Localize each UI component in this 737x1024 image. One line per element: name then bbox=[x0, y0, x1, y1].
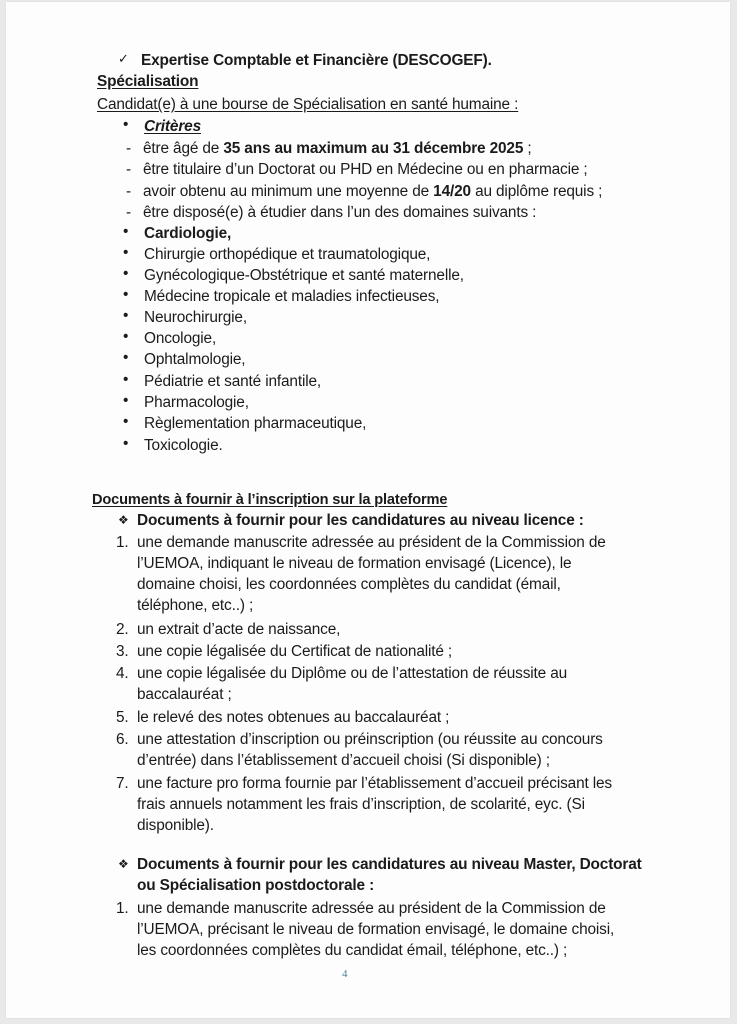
list-item-line: disponible). bbox=[137, 817, 214, 834]
bullet-icon: • bbox=[123, 371, 129, 388]
domain-item: Chirurgie orthopédique et traumatologique, bbox=[144, 246, 431, 263]
criteria-text-end: au diplôme requis ; bbox=[470, 183, 603, 200]
list-number: 3. bbox=[116, 643, 129, 660]
dash-icon: - bbox=[126, 161, 131, 178]
specialisation-heading: Spécialisation bbox=[97, 73, 199, 90]
domain-item: Règlementation pharmaceutique, bbox=[144, 415, 367, 432]
bullet-icon: • bbox=[123, 223, 129, 240]
domain-item: Gynécologique-Obstétrique et santé maternelle, bbox=[144, 267, 464, 284]
bullet-icon: • bbox=[123, 244, 129, 261]
bullet-icon: • bbox=[123, 328, 129, 345]
master-block-title: ou Spécialisation postdoctorale : bbox=[137, 877, 375, 894]
specialisation-subheading: Candidat(e) à une bourse de Spécialisation en santé humaine : bbox=[97, 96, 519, 113]
list-number: 6. bbox=[116, 731, 129, 748]
list-item-line: frais annuels notamment les frais d’inscription, de scolarité, eyc. (Si bbox=[137, 796, 585, 813]
criteria-text: être disposé(e) à étudier dans l’un des domaines suivants : bbox=[143, 204, 537, 221]
list-item-line: le relevé des notes obtenues au baccalauréat ; bbox=[137, 709, 450, 726]
list-item-line: domaine choisi, les coordonnées complètes du candidat (émail, bbox=[137, 576, 561, 593]
diamond-bullet-icon: ❖ bbox=[118, 857, 129, 871]
list-item-line: téléphone, etc..) ; bbox=[137, 597, 254, 614]
criteria-text: être titulaire d’un Doctorat ou PHD en Médecine ou en pharmacie ; bbox=[143, 161, 588, 178]
domain-item: Oncologie, bbox=[144, 330, 217, 347]
bullet-icon: • bbox=[123, 435, 129, 452]
bullet-icon: • bbox=[123, 392, 129, 409]
checkmark-icon: ✓ bbox=[118, 52, 129, 67]
list-number: 1. bbox=[116, 900, 129, 917]
master-block-title: Documents à fournir pour les candidatures au niveau Master, Doctorat bbox=[137, 856, 642, 873]
domain-item: Toxicologie. bbox=[144, 437, 223, 454]
list-number: 2. bbox=[116, 621, 129, 638]
criteria-emphasis: 14/20 bbox=[433, 183, 471, 200]
list-item-line: une copie légalisée du Certificat de nationalité ; bbox=[137, 643, 453, 660]
list-item-line: une attestation d’inscription ou préinscription (ou réussite au concours bbox=[137, 731, 603, 748]
list-number: 4. bbox=[116, 665, 129, 682]
bullet-icon: • bbox=[123, 307, 129, 324]
criteria-text-end: ; bbox=[523, 140, 532, 157]
domain-item: Pharmacologie, bbox=[144, 394, 249, 411]
intro-item-text: Expertise Comptable et Financière (DESCOGEF). bbox=[141, 52, 492, 69]
document-page bbox=[6, 2, 730, 1018]
bullet-icon: • bbox=[123, 413, 129, 430]
domain-item: Pédiatrie et santé infantile, bbox=[144, 373, 322, 390]
criteria-text: avoir obtenu au minimum une moyenne de bbox=[143, 183, 434, 200]
list-item-line: une copie légalisée du Diplôme ou de l’attestation de réussite au bbox=[137, 665, 568, 682]
bullet-icon: • bbox=[123, 265, 129, 282]
domain-item: Ophtalmologie, bbox=[144, 351, 246, 368]
licence-block-title: Documents à fournir pour les candidatures au niveau licence : bbox=[137, 512, 584, 529]
domain-item: Médecine tropicale et maladies infectieuses, bbox=[144, 288, 440, 305]
diamond-bullet-icon: ❖ bbox=[118, 513, 129, 527]
criteria-text: être âgé de bbox=[143, 140, 224, 157]
bullet-icon: • bbox=[123, 349, 129, 366]
domain-item: Neurochirurgie, bbox=[144, 309, 247, 326]
list-item-line: une demande manuscrite adressée au président de la Commission de bbox=[137, 900, 606, 917]
list-item-line: une facture pro forma fournie par l’établissement d’accueil précisant les bbox=[137, 775, 612, 792]
list-item-line: un extrait d’acte de naissance, bbox=[137, 621, 341, 638]
page-number: 4 bbox=[342, 968, 348, 980]
criteria-emphasis: 35 ans au maximum au 31 décembre 2025 bbox=[223, 140, 524, 157]
dash-icon: - bbox=[126, 183, 131, 200]
list-item-line: baccalauréat ; bbox=[137, 686, 232, 703]
list-item-line: une demande manuscrite adressée au président de la Commission de bbox=[137, 534, 606, 551]
domain-item: Cardiologie, bbox=[144, 225, 232, 242]
dash-icon: - bbox=[126, 204, 131, 221]
list-item-line: les coordonnées complètes du candidat émail, téléphone, etc..) ; bbox=[137, 942, 568, 959]
documents-heading: Documents à fournir à l’inscription sur la plateforme bbox=[92, 492, 448, 508]
list-item-line: l’UEMOA, indiquant le niveau de formation envisagé (Licence), le bbox=[137, 555, 572, 572]
dash-icon: - bbox=[126, 140, 131, 157]
list-number: 7. bbox=[116, 775, 129, 792]
bullet-icon: • bbox=[123, 286, 129, 303]
bullet-icon: • bbox=[123, 116, 129, 133]
list-item-line: d’entrée) dans l’établissement d’accueil choisi (Si disponible) ; bbox=[137, 752, 550, 769]
criteria-label: Critères bbox=[144, 118, 201, 135]
list-number: 1. bbox=[116, 534, 129, 551]
list-number: 5. bbox=[116, 709, 129, 726]
list-item-line: l’UEMOA, précisant le niveau de formation envisagé, le domaine choisi, bbox=[137, 921, 615, 938]
